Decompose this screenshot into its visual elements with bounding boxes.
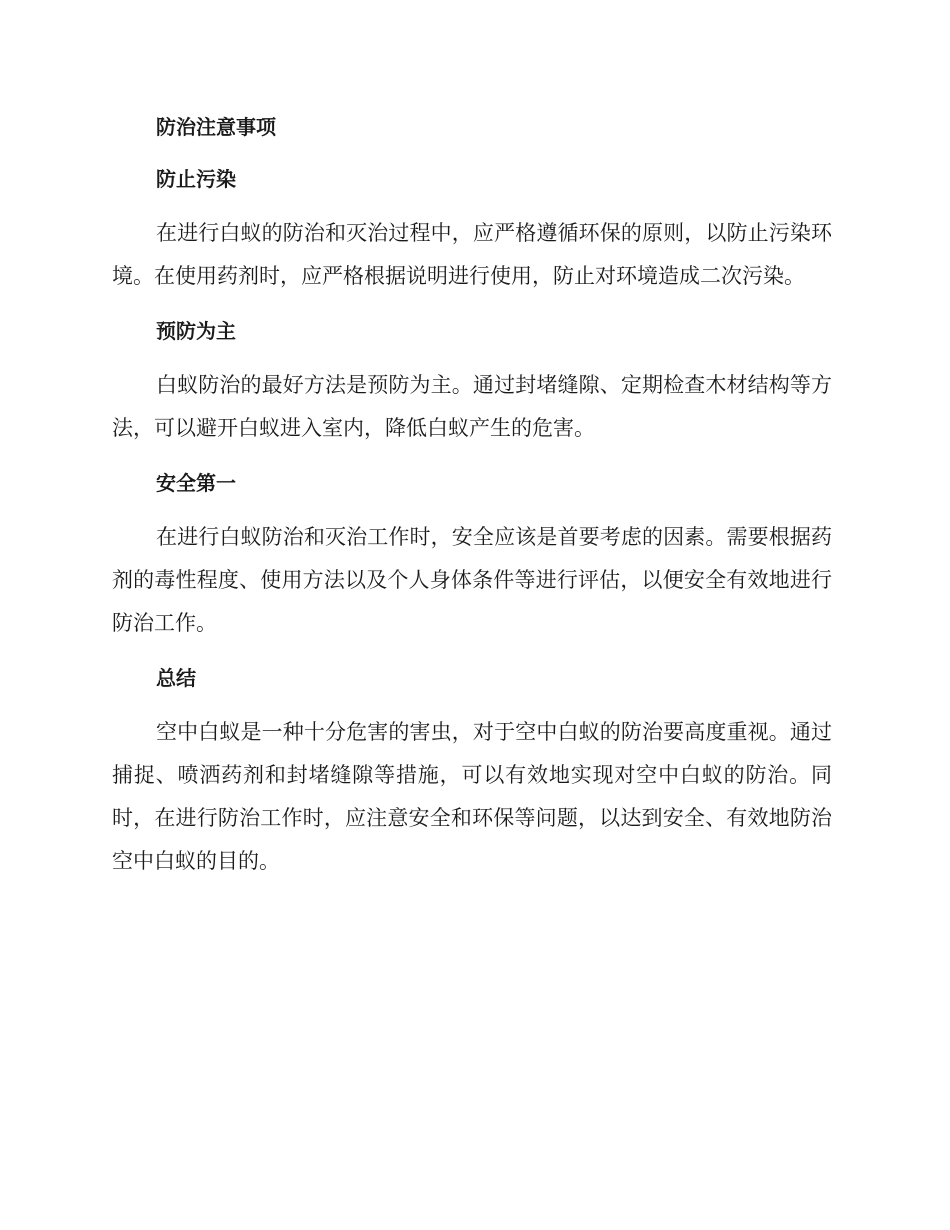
section-paragraph: 在进行白蚁的防治和灭治过程中，应严格遵循环保的原则，以防止污染环境。在使用药剂时，应严格根据说明进行使用，防止对环境造成二次污染。 xyxy=(112,221,832,288)
section-heading: 总结 xyxy=(156,666,196,690)
section-pollution xyxy=(112,160,832,298)
section-safety xyxy=(112,464,832,645)
section-heading: 防止污染 xyxy=(156,167,236,191)
section-heading: 安全第一 xyxy=(156,471,236,495)
section-paragraph: 白蚁防治的最好方法是预防为主。通过封堵缝隙、定期检查木材结构等方法，可以避开白蚁进入室内，降低白蚁产生的危害。 xyxy=(112,373,832,440)
section-prevention xyxy=(112,312,832,450)
section-paragraph: 在进行白蚁防治和灭治工作时，安全应该是首要考虑的因素。需要根据药剂的毒性程度、使用方法以及个人身体条件等进行评估，以便安全有效地进行防治工作。 xyxy=(112,525,832,635)
document-page xyxy=(112,108,832,897)
section-summary xyxy=(112,659,832,883)
section-paragraph: 空中白蚁是一种十分危害的害虫，对于空中白蚁的防治要高度重视。通过捕捉、喷洒药剂和封堵缝隙等措施，可以有效地实现对空中白蚁的防治。同时，在进行防治工作时，应注意安全和环保等问题，以达到安全、有效地防治空中白蚁的目的。 xyxy=(112,720,832,873)
section-heading: 预防为主 xyxy=(156,319,236,343)
document-title: 防治注意事项 xyxy=(156,115,276,139)
